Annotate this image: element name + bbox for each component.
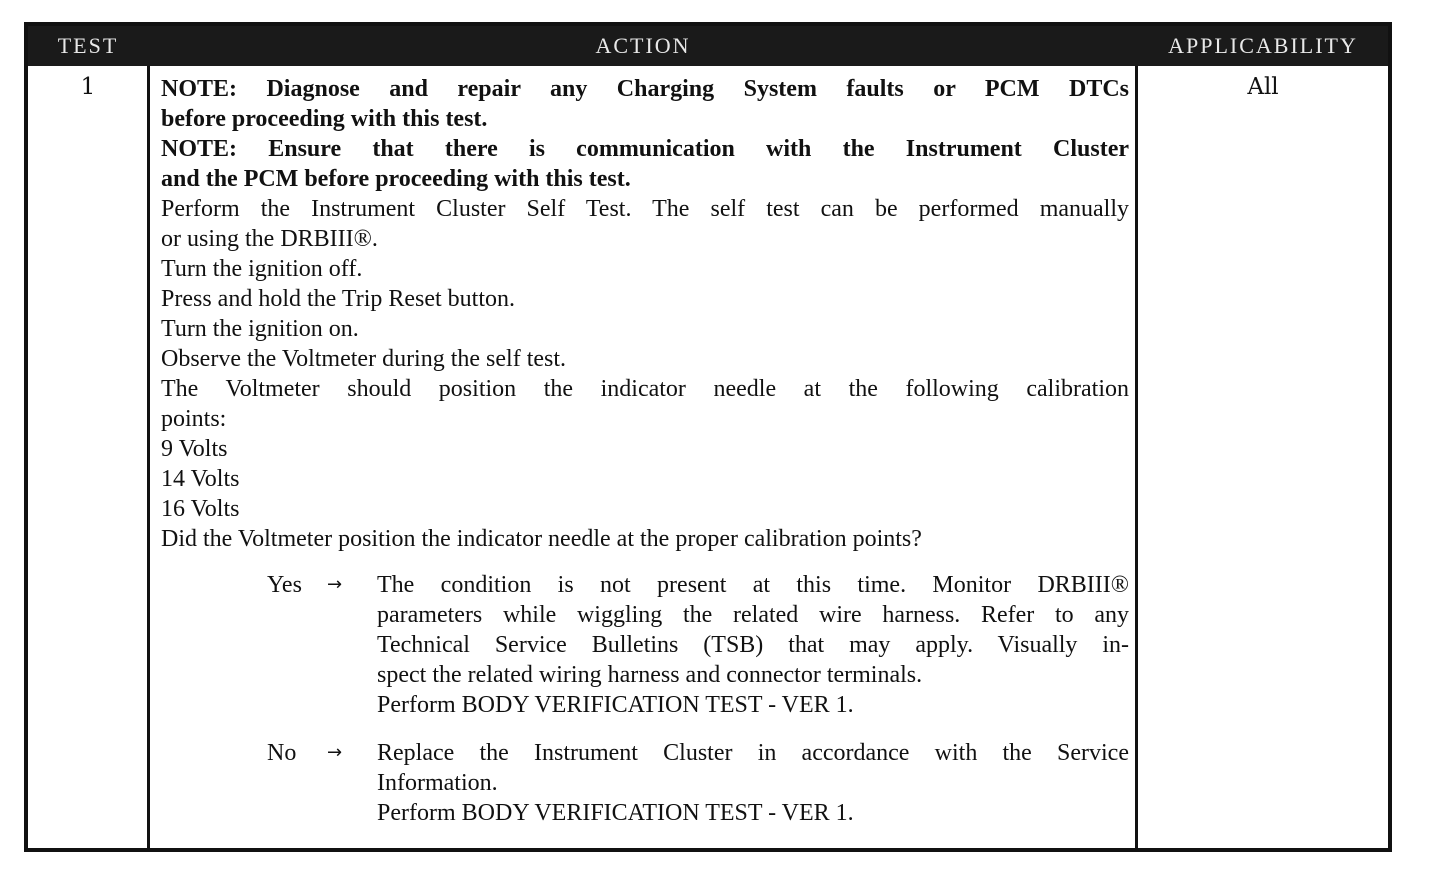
- action-cell: [161, 74, 1129, 846]
- question-line: Did the Voltmeter position the indicator needle at the proper calibration points?: [161, 526, 922, 552]
- note-line: and the PCM before proceeding with this test.: [161, 166, 631, 192]
- column-divider-test: [147, 66, 150, 848]
- right-arrow-icon: →: [327, 574, 343, 595]
- instruction-line: or using the DRBIII®.: [161, 226, 378, 252]
- instruction-line: Observe the Voltmeter during the self test.: [161, 346, 567, 372]
- answer-yes-label: Yes: [267, 572, 302, 598]
- instruction-line: Turn the ignition off.: [161, 256, 363, 282]
- answer-yes-line: The condition is not present at this time. Monitor DRBIII®: [377, 572, 1129, 598]
- right-arrow-icon: →: [327, 742, 343, 763]
- header-test: TEST: [57, 33, 119, 58]
- answer-yes-line: Perform BODY VERIFICATION TEST - VER 1.: [377, 692, 854, 718]
- answer-no-label: No: [267, 740, 297, 766]
- answer-no-line: Information.: [377, 770, 498, 796]
- calibration-point: 16 Volts: [161, 496, 240, 522]
- calibration-point: 14 Volts: [161, 466, 240, 492]
- calibration-point: 9 Volts: [161, 436, 228, 462]
- instruction-line: points:: [161, 406, 227, 432]
- answer-no: [161, 738, 1129, 828]
- instruction-line: Press and hold the Trip Reset button.: [161, 286, 516, 312]
- answer-yes-line: Technical Service Bulletins (TSB) that may apply. Visually in-: [377, 632, 1129, 658]
- diagnostic-test-table: [24, 22, 1392, 852]
- header-action: ACTION: [595, 33, 691, 58]
- answer-yes-line: parameters while wiggling the related wire harness. Refer to any: [377, 602, 1129, 628]
- answers: [161, 570, 1129, 828]
- header-applicability: APPLICABILITY: [1168, 33, 1358, 58]
- note-line: before proceeding with this test.: [161, 106, 488, 132]
- test-number: 1: [80, 74, 96, 100]
- note-line: NOTE: Ensure that there is communication with the Instrument Cluster: [161, 136, 1129, 162]
- table-header: [28, 26, 1388, 66]
- applicability-value: All: [1247, 74, 1279, 100]
- answer-no-line: Replace the Instrument Cluster in accordance with the Service: [377, 740, 1129, 766]
- answer-no-line: Perform BODY VERIFICATION TEST - VER 1.: [377, 800, 854, 826]
- answer-yes: [161, 570, 1129, 720]
- instruction-line: Perform the Instrument Cluster Self Test. The self test can be performed manually: [161, 196, 1129, 222]
- instruction-line: The Voltmeter should position the indicator needle at the following calibration: [161, 376, 1129, 402]
- note-line: NOTE: Diagnose and repair any Charging System faults or PCM DTCs: [161, 76, 1129, 102]
- instruction-line: Turn the ignition on.: [161, 316, 359, 342]
- answer-yes-line: spect the related wiring harness and connector terminals.: [377, 662, 923, 688]
- column-divider-applicability: [1135, 66, 1138, 848]
